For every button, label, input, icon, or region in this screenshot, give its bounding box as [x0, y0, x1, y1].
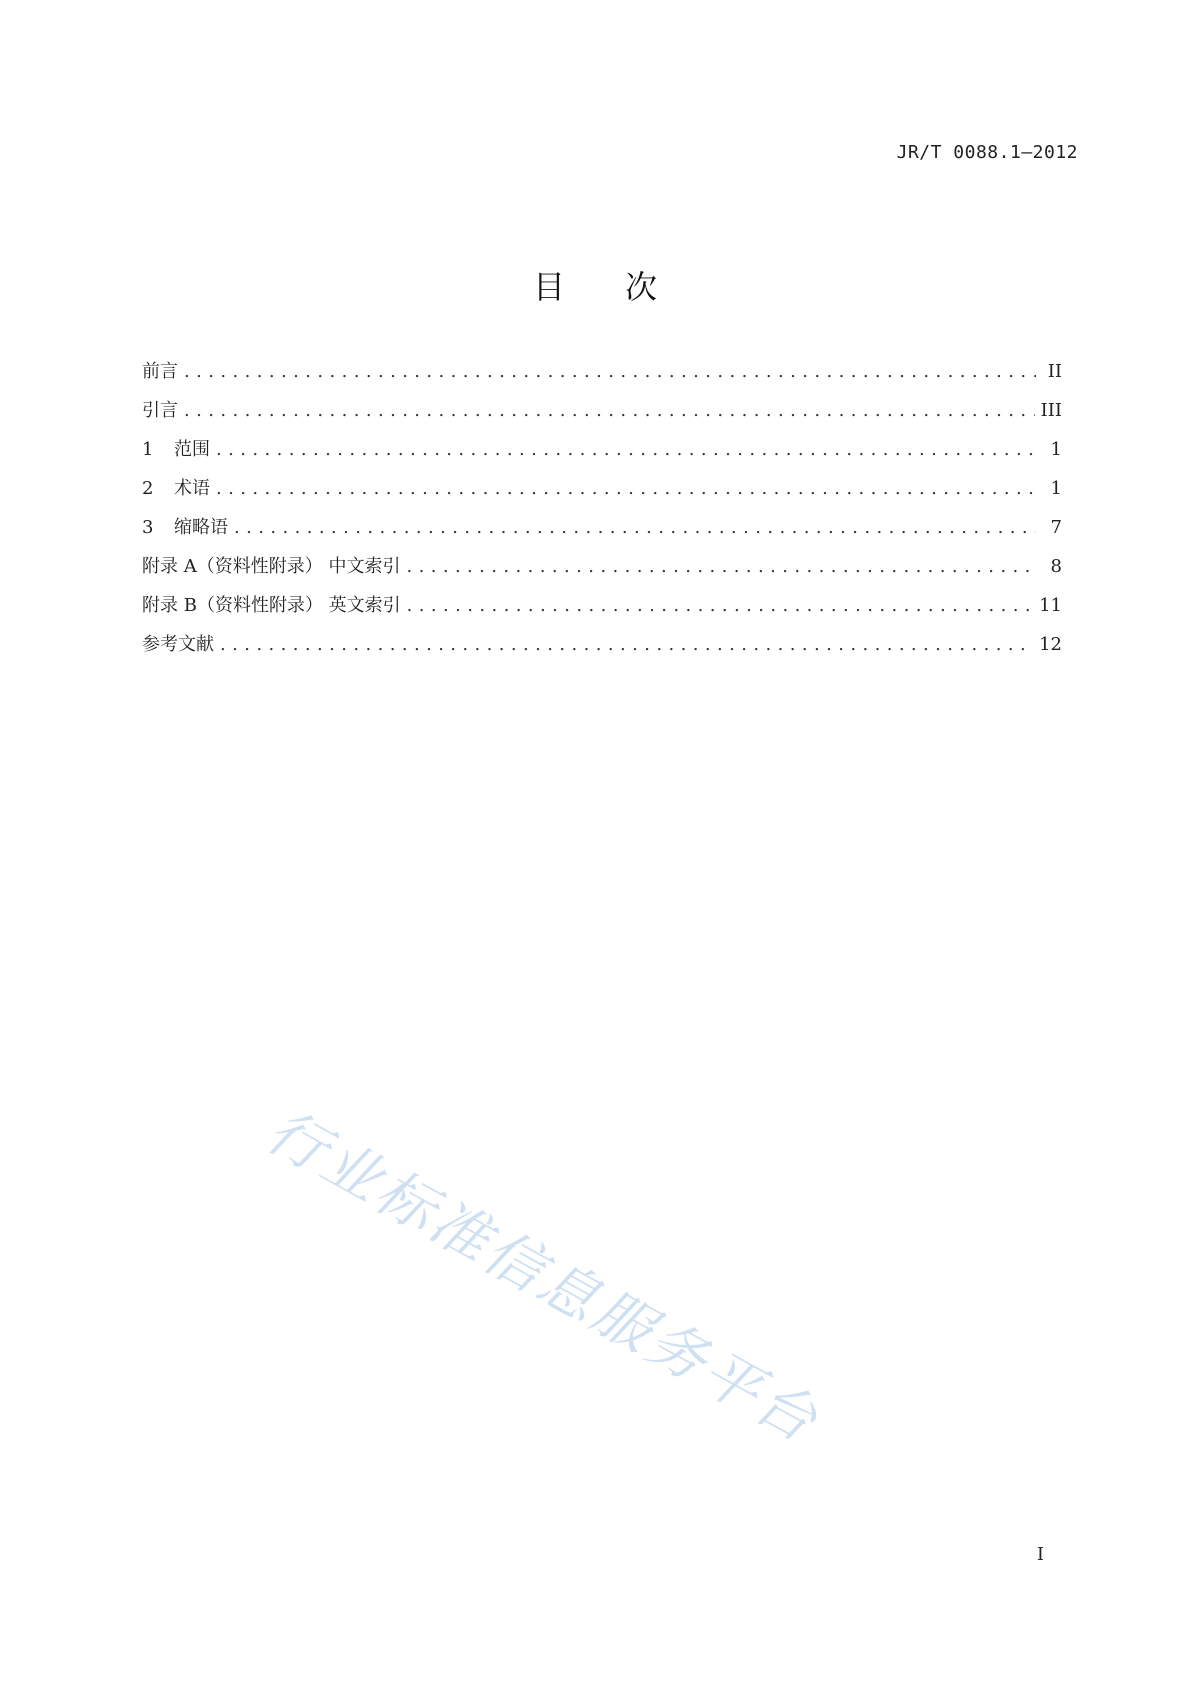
toc-entry-label: 引言 — [142, 400, 178, 421]
toc-entry-label: 参考文献 — [142, 634, 214, 655]
toc-entry-number: 2 — [142, 478, 154, 499]
toc-entry-text: 范围 — [174, 439, 210, 460]
toc-leader-dots — [184, 400, 1035, 421]
toc-entry-appendix-b[interactable] — [142, 591, 1062, 630]
toc-entry-page: 12 — [1039, 634, 1062, 655]
toc-entry-label: 附录 A（资料性附录） 中文索引 — [142, 556, 401, 577]
watermark: 行业标准信息服务平台 — [255, 1096, 831, 1457]
toc-entry-abbreviations[interactable] — [142, 513, 1062, 552]
toc-entry-label: 前言 — [142, 361, 178, 382]
table-of-contents — [142, 357, 1062, 669]
standard-code: JR/T 0088.1—2012 — [896, 142, 1078, 163]
toc-entry-appendix-a[interactable] — [142, 552, 1062, 591]
toc-leader-dots — [184, 361, 1036, 382]
toc-entry-number: 3 — [142, 517, 154, 538]
toc-entry-label — [142, 513, 228, 539]
toc-entry-label — [142, 474, 210, 500]
toc-entry-text: 术语 — [174, 478, 210, 499]
page-number: I — [1036, 1544, 1044, 1565]
toc-leader-dots — [216, 439, 1036, 460]
toc-entry-number: 1 — [142, 439, 154, 460]
toc-entry-introduction[interactable] — [142, 396, 1062, 435]
toc-entry-label — [142, 435, 210, 461]
toc-entry-page: 7 — [1050, 517, 1062, 538]
toc-entry-page: 1 — [1050, 439, 1062, 460]
toc-entry-label: 附录 B（资料性附录） 英文索引 — [142, 595, 401, 616]
toc-entry-page: III — [1040, 400, 1062, 421]
toc-leader-dots — [407, 595, 1033, 616]
toc-leader-dots — [220, 634, 1033, 655]
toc-entry-references[interactable] — [142, 630, 1062, 669]
toc-entry-page: 11 — [1039, 595, 1062, 616]
toc-entry-foreword[interactable] — [142, 357, 1062, 396]
toc-entry-page: 8 — [1050, 556, 1062, 577]
toc-leader-dots — [234, 517, 1036, 538]
toc-entry-page: II — [1047, 361, 1062, 382]
toc-entry-page: 1 — [1050, 478, 1062, 499]
toc-entry-scope[interactable] — [142, 435, 1062, 474]
toc-leader-dots — [216, 478, 1036, 499]
page-title: 目次 — [532, 268, 717, 306]
toc-leader-dots — [406, 556, 1036, 577]
toc-entry-text: 缩略语 — [174, 517, 228, 538]
toc-entry-terms[interactable] — [142, 474, 1062, 513]
